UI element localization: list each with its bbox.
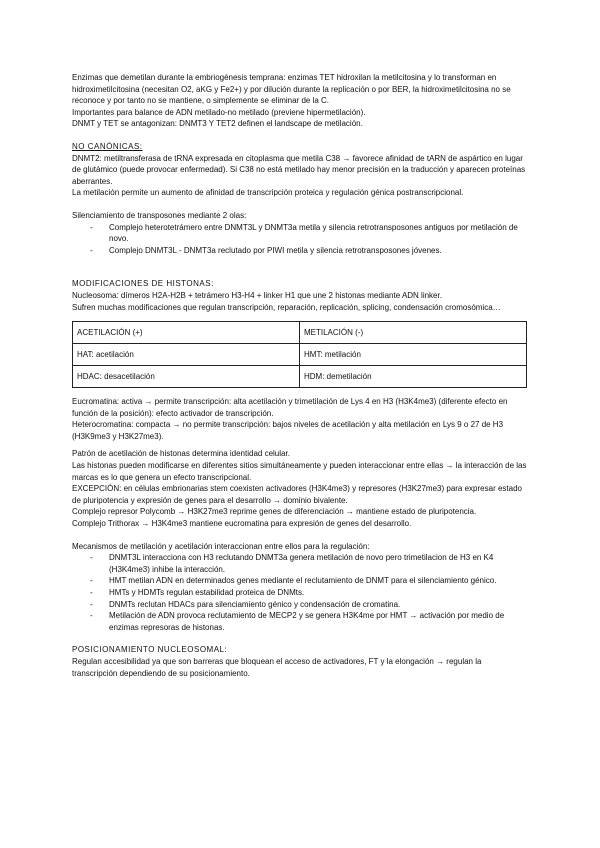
heterocromatina-paragraph: Heterocromatina: compacta → no permite transcripción: bajos niveles de acetilación y alta metilación en Lys 9 o 27 de H3 (H3K9me3 y H3K27me3). <box>72 420 504 441</box>
list-item: - Complejo heterotetrámero entre DNMT3L y DNMT3a metila y silencia retrotransposones antiguos por metilación de novo. <box>72 222 528 245</box>
table-row <box>73 322 527 344</box>
excepcion-paragraph: EXCEPCIÓN: en células embrionarias stem coexisten activadores (H3K4me3) y represores (H3K27me3) para expresar estado de pluripotencia y expresión de genes para el desarrollo → dominio bivalente. <box>72 484 522 505</box>
intro-paragraph-3: DNMT y TET se antagonizan: DNMT3 Y TET2 definen el landscape de metilación. <box>72 119 363 129</box>
metilacion-afinidad-paragraph: La metilación permite un aumento de afinidad de transcripción proteica y regulación génica postranscripcional. <box>72 188 464 198</box>
modificaciones-paragraph: Sufren muchas modificaciones que regulan transcripción, reparación, replicación, splicing, condensación cromosómica… <box>72 302 501 312</box>
list-item: - Complejo DNMT3L - DNMT3a reclutado por PIWI metila y silencia retrotransposones jóvenes. <box>72 245 528 257</box>
intro-paragraph-2: Importantes para balance de ADN metilado-no metilado (previene hipermetilación). <box>72 107 366 117</box>
posicionamiento-heading: POSICIONAMIENTO NUCLEOSOMAL: <box>72 645 228 655</box>
silenciamiento-list <box>72 222 528 257</box>
silenciamiento-title: Silenciamiento de transposones mediante 2 olas: <box>72 210 247 220</box>
list-item: - HMT metilan ADN en determinados genes mediante el reclutamiento de DNMT para el silenciamiento génico. <box>72 575 528 587</box>
list-item: - Metilación de ADN provoca reclutamiento de MECP2 y se genera H3K4me por HMT → activación por medio de enzimas represoras de histonas. <box>72 610 528 633</box>
table-row <box>73 344 527 366</box>
list-item: - DNMT3L interacciona con H3 reclutando DNMT3a genera metilación de novo pero trimetilacion de H3 en K4 (H3K4me3) inhibe la interacción. <box>72 552 528 575</box>
mecanismos-list <box>72 552 528 633</box>
document-page <box>72 72 528 679</box>
interaccion-marcas-paragraph: Las histonas pueden modificarse en diferentes sitios simultáneamente y pueden interaccionar entre ellas → la interacción de las marcas es lo que genera un efecto transcripcional. <box>72 461 527 482</box>
patron-paragraph: Patrón de acetilación de histonas determina identidad celular. <box>72 449 290 459</box>
table-cell: HDAC: desacetilación <box>73 366 300 388</box>
intro-paragraph-1: Enzimas que demetilan durante la embriogénesis temprana: enzimas TET hidroxilan la metilcitosina y lo transforman en hidroximetilcitosina (necesitan O2, aKG y Fe2+) y por dilución durante la replicación o por BER, la hidroximetilcitosina no se reconoce y por tanto no se mantiene, o simplemente se eliminar de la C. <box>72 73 511 106</box>
trithorax-paragraph: Complejo Trithorax → H3K4me3 mantiene eucromatina para expresión de genes del desarrollo. <box>72 519 412 529</box>
table-cell: HMT: metilación <box>300 344 527 366</box>
table-cell: ACETILACIÓN (+) <box>73 322 300 344</box>
mecanismos-title: Mecanismos de metilación y acetilación interaccionan entre ellos para la regulación: <box>72 541 370 551</box>
histonas-heading: MODIFICACIONES DE HISTONAS: <box>72 279 214 289</box>
table-cell: HAT: acetilación <box>73 344 300 366</box>
no-canonicas-heading: NO CANÓNICAS: <box>72 141 143 151</box>
eucromatina-paragraph: Eucromatina: activa → permite transcripción: alta acetilación y trimetilación de Lys 4 en H3 (H3K4me3) (diferente efecto en función de la posición): efecto activador de transcripción. <box>72 397 508 418</box>
list-item: - HMTs y HDMTs regulan estabilidad proteica de DNMts. <box>72 587 528 599</box>
list-item: - DNMTs reclutan HDACs para silenciamiento génico y condensación de cromatina. <box>72 599 528 611</box>
nucleosoma-paragraph: Nucleosoma: dímeros H2A-H2B + tetrámero H3-H4 + linker H1 que une 2 histonas mediante ADN linker. <box>72 290 442 300</box>
table-row <box>73 366 527 388</box>
table-cell: METILACIÓN (-) <box>300 322 527 344</box>
table-cell: HDM: demetilación <box>300 366 527 388</box>
dnmt2-paragraph: DNMT2: metiltransferasa de tRNA expresada en citoplasma que metila C38 → favorece afinidad de tARN de aspártico en lugar de glutámico (puede provocar enfermedad). Si C38 no está metilado hay menor precisión en la traducción y aparecen proteínas aberrantes. <box>72 153 526 186</box>
polycomb-paragraph: Complejo represor Polycomb → H3K27me3 reprime genes de diferenciación → mantiene estado de pluripotencia. <box>72 507 477 517</box>
acetilacion-metilacion-table <box>72 321 527 388</box>
posicionamiento-paragraph: Regulan accesibilidad ya que son barreras que bloquean el acceso de activadores, FT y la elongación → regulan la transcripción dependiendo de su posicionamiento. <box>72 656 482 678</box>
